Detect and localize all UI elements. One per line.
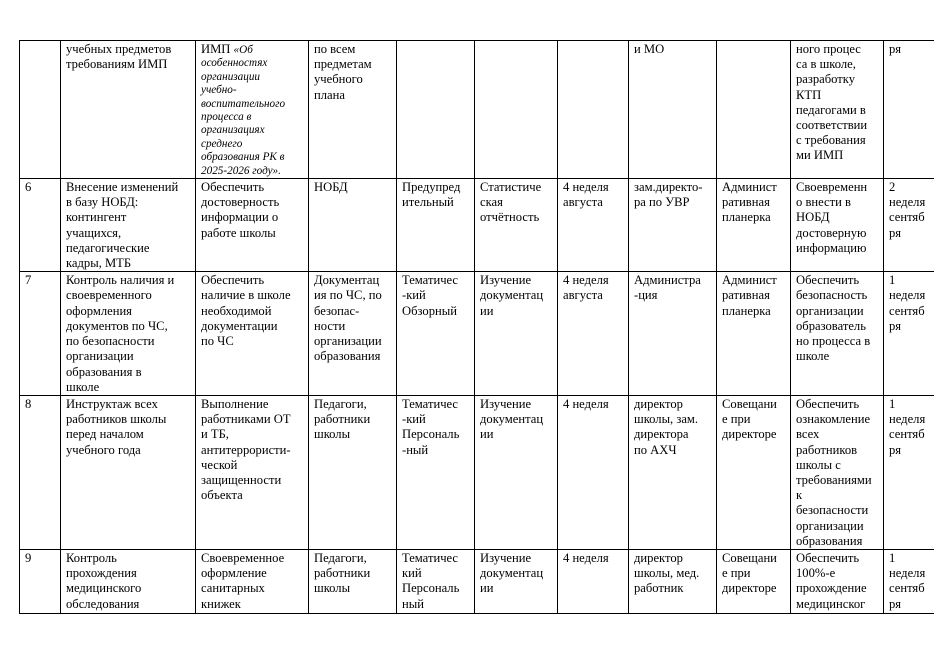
cell-line: о внести в xyxy=(796,195,851,210)
cell-line: процесса в xyxy=(201,111,252,124)
cell-line: ии xyxy=(480,303,494,318)
cell-line: в базу НОБД: xyxy=(66,195,139,210)
cell-line: и МО xyxy=(634,42,665,56)
cell-line: соответствии xyxy=(796,118,868,133)
cell-line: школе xyxy=(66,379,100,394)
topic-cell xyxy=(61,549,196,613)
cell-line: перед началом xyxy=(66,427,144,442)
review-cell xyxy=(717,272,791,396)
cell-line: -кий xyxy=(402,412,426,427)
cell-line: е при xyxy=(722,412,751,427)
cell-line: ми ИМП xyxy=(796,148,844,163)
cell-line: ности xyxy=(314,318,346,333)
cell-line: ии xyxy=(480,427,494,442)
cell-line: отчётность xyxy=(480,210,540,225)
cell-line: НОБД xyxy=(796,210,830,225)
cell-line: 4 неделя xyxy=(563,550,609,565)
topic-cell xyxy=(61,272,196,396)
cell-line: по АХЧ xyxy=(634,442,677,457)
row-number-cell xyxy=(20,41,61,179)
cell-line: -ный xyxy=(402,442,429,457)
review-cell xyxy=(717,179,791,272)
date-cell xyxy=(558,395,629,549)
cell-line: разработку xyxy=(796,72,856,87)
deadline-cell xyxy=(884,272,935,396)
cell-line: 4 неделя xyxy=(563,396,609,411)
cell-line: кадры, МТБ xyxy=(66,256,132,271)
cell-line: Статистиче xyxy=(480,180,542,195)
cell-line: по всем xyxy=(314,42,356,56)
cell-line: Совещани xyxy=(722,396,777,411)
cell-line: Обеспечить xyxy=(201,273,265,288)
cell-line: санитарных xyxy=(201,581,265,596)
cell-line: ративная xyxy=(722,195,770,210)
cell-line: планерка xyxy=(722,303,771,318)
cell-line: Изучение xyxy=(480,550,532,565)
date-cell xyxy=(558,179,629,272)
cell-line: требованиями xyxy=(796,472,872,487)
cell-line: КТП xyxy=(796,87,822,102)
cell-line: ря xyxy=(889,442,902,457)
cell-line: 2025-2026 году». xyxy=(201,164,281,177)
cell-line: прохождение xyxy=(796,581,867,596)
object-cell xyxy=(309,272,397,396)
cell-line: сентяб xyxy=(889,427,925,442)
cell-line: неделя xyxy=(889,566,926,581)
goal-cell xyxy=(196,272,309,396)
cell-line: организации xyxy=(796,518,864,533)
cell-line: кий xyxy=(402,566,422,581)
cell-line: ии xyxy=(480,581,494,596)
cell-line: директор xyxy=(634,550,683,565)
cell-line: Тематичес xyxy=(402,550,459,565)
row-number-cell: 6 xyxy=(20,179,61,272)
table-row xyxy=(20,395,935,549)
cell-line: своевременного xyxy=(66,288,152,303)
cell-line: ря xyxy=(889,42,902,56)
cell-line: -ция xyxy=(634,288,658,303)
cell-line: Предупред xyxy=(402,180,461,195)
cell-line: работники xyxy=(314,412,371,427)
cell-line: ознакомление xyxy=(796,412,871,427)
object-cell xyxy=(309,549,397,613)
cell-line: книжек xyxy=(201,596,241,611)
cell-line: документов по ЧС, xyxy=(66,318,168,333)
cell-line: документац xyxy=(480,288,544,303)
cell-line: образователь xyxy=(796,318,866,333)
decision-cell xyxy=(791,179,884,272)
cell-line: Педагоги, xyxy=(314,396,367,411)
cell-line: Документац xyxy=(314,273,380,288)
cell-line: работниками ОТ xyxy=(201,412,291,427)
cell-line: Администра xyxy=(634,273,701,288)
cell-line: ская xyxy=(480,195,503,210)
cell-line: Тематичес xyxy=(402,273,459,288)
cell-line: защищенности xyxy=(201,472,282,487)
cell-line: учебных предметов xyxy=(66,42,172,56)
cell-line: августа xyxy=(563,195,603,210)
goal-cell xyxy=(196,395,309,549)
responsible-cell xyxy=(629,395,717,549)
cell-line: организациях xyxy=(201,124,265,137)
cell-line: безопасности xyxy=(796,503,869,518)
decision-cell xyxy=(791,41,884,179)
cell-line: директора xyxy=(634,427,689,442)
cell-line: августа xyxy=(563,288,603,303)
topic-cell xyxy=(61,179,196,272)
cell-line: медицинского xyxy=(66,581,142,596)
type-cell xyxy=(397,549,475,613)
cell-line: особенностях xyxy=(201,57,268,70)
cell-line: объекта xyxy=(201,488,243,503)
type-cell xyxy=(397,179,475,272)
cell-line: образования РК в xyxy=(201,151,285,164)
cell-line: Админист xyxy=(722,180,777,195)
cell-line: неделя xyxy=(889,412,926,427)
cell-line: -кий xyxy=(402,288,426,303)
cell-line: Контроль xyxy=(66,550,117,565)
review-cell xyxy=(717,41,791,179)
cell-line: НОБД xyxy=(314,180,348,195)
cell-line: информацию xyxy=(796,240,867,255)
cell-line: предметам xyxy=(314,57,372,72)
cell-line: прохождения xyxy=(66,566,137,581)
cell-line: Выполнение xyxy=(201,396,269,411)
cell-line: среднего xyxy=(201,137,243,150)
review-cell xyxy=(717,549,791,613)
cell-line: работники xyxy=(314,566,371,581)
cell-line: Педагоги, xyxy=(314,550,367,565)
cell-line: 100%-е xyxy=(796,566,836,581)
decision-cell xyxy=(791,549,884,613)
type-cell xyxy=(397,272,475,396)
cell-line: обследования xyxy=(66,596,140,611)
date-cell xyxy=(558,549,629,613)
cell-line: документации xyxy=(201,318,278,333)
document-page xyxy=(19,40,934,625)
cell-line: директор xyxy=(634,396,683,411)
cell-line: Персональ xyxy=(402,427,460,442)
table-row xyxy=(20,272,935,396)
cell-line: зам.директо- xyxy=(634,180,703,195)
cell-line: медицинског xyxy=(796,596,866,611)
cell-line: по безопасности xyxy=(66,334,155,349)
cell-line: плана xyxy=(314,87,345,102)
cell-line: сентяб xyxy=(889,581,925,596)
table-row xyxy=(20,179,935,272)
cell-line: воспитательного xyxy=(201,97,286,110)
cell-line: Контроль наличия и xyxy=(66,273,175,288)
cell-line: документац xyxy=(480,566,544,581)
decision-cell xyxy=(791,272,884,396)
cell-text: ИМП xyxy=(201,42,234,56)
cell-line: антитеррористи- xyxy=(201,442,291,457)
cell-line: безопас- xyxy=(314,303,360,318)
method-cell xyxy=(475,272,558,396)
cell-line: и ТБ, xyxy=(201,427,229,442)
cell-line: учащихся, xyxy=(66,225,122,240)
cell-line: са в школе, xyxy=(796,57,856,72)
cell-line: организации xyxy=(796,303,864,318)
cell-line: 1 xyxy=(889,273,896,288)
responsible-cell xyxy=(629,179,717,272)
review-cell xyxy=(717,395,791,549)
cell-line: Изучение xyxy=(480,396,532,411)
row-number-cell: 8 xyxy=(20,395,61,549)
cell-line: Изучение xyxy=(480,273,532,288)
cell-line: 4 неделя xyxy=(563,273,609,288)
object-cell xyxy=(309,179,397,272)
topic-cell xyxy=(61,395,196,549)
cell-line: работников xyxy=(796,442,858,457)
cell-line: 1 xyxy=(889,550,896,565)
cell-line: ный xyxy=(402,596,424,611)
cell-line: неделя xyxy=(889,288,926,303)
cell-line: 2 xyxy=(889,180,896,195)
cell-line: учебного xyxy=(314,72,363,87)
cell-line: школы с xyxy=(796,457,841,472)
cell-line: всех xyxy=(796,427,820,442)
cell-line: школы, зам. xyxy=(634,412,699,427)
cell-line: Админист xyxy=(722,273,777,288)
cell-line: Совещани xyxy=(722,550,777,565)
cell-line: организации xyxy=(201,70,261,83)
type-cell xyxy=(397,41,475,179)
cell-line: педагогами в xyxy=(796,102,866,117)
cell-line: директоре xyxy=(722,427,777,442)
cell-line: к xyxy=(796,488,803,503)
cell-line: ительный xyxy=(402,195,454,210)
cell-line: организации xyxy=(66,349,134,364)
cell-line: Тематичес xyxy=(402,396,459,411)
cell-line: достоверную xyxy=(796,225,867,240)
cell-line: Обеспечить xyxy=(796,396,860,411)
cell-line: оформления xyxy=(66,303,132,318)
responsible-cell xyxy=(629,549,717,613)
responsible-cell xyxy=(629,41,717,179)
italic-title xyxy=(201,44,305,178)
cell-line: образования xyxy=(796,533,863,548)
cell-line: Обзорный xyxy=(402,303,457,318)
responsible-cell xyxy=(629,272,717,396)
method-cell xyxy=(475,395,558,549)
table-row xyxy=(20,549,935,613)
cell-line: ческой xyxy=(201,457,238,472)
cell-line: Инструктаж всех xyxy=(66,396,158,411)
cell-line: работников школы xyxy=(66,412,167,427)
cell-line: учебного года xyxy=(66,442,141,457)
cell-line: ря xyxy=(889,225,902,240)
cell-line: 1 xyxy=(889,396,896,411)
method-cell xyxy=(475,179,558,272)
row-number-cell: 7 xyxy=(20,272,61,396)
deadline-cell xyxy=(884,395,935,549)
cell-line: ря xyxy=(889,596,902,611)
cell-line: ративная xyxy=(722,288,770,303)
cell-line: учебно- xyxy=(201,84,237,97)
cell-line: требованиям ИМП xyxy=(66,57,168,72)
cell-line: сентяб xyxy=(889,303,925,318)
cell-line: сентяб xyxy=(889,210,925,225)
cell-line: работник xyxy=(634,581,684,596)
decision-cell xyxy=(791,395,884,549)
cell-line: школы xyxy=(314,581,351,596)
cell-line: директоре xyxy=(722,581,777,596)
cell-line: школы, мед. xyxy=(634,566,700,581)
cell-line: Обеспечить xyxy=(796,550,860,565)
cell-line: Персональ xyxy=(402,581,460,596)
object-cell xyxy=(309,395,397,549)
cell-line: ия по ЧС, по xyxy=(314,288,382,303)
cell-line: ного процес xyxy=(796,42,861,56)
cell-line: Обеспечить xyxy=(796,273,860,288)
goal-cell xyxy=(196,549,309,613)
cell-line: с требования xyxy=(796,133,866,148)
deadline-cell xyxy=(884,41,935,179)
cell-line: необходимой xyxy=(201,303,272,318)
cell-line: оформление xyxy=(201,566,267,581)
row-number-cell: 9 xyxy=(20,549,61,613)
cell-line: безопасность xyxy=(796,288,868,303)
table-row xyxy=(20,41,935,179)
cell-line: Внесение изменений xyxy=(66,180,179,195)
cell-line: работе школы xyxy=(201,225,276,240)
cell-line: организации xyxy=(314,334,382,349)
cell-line: контингент xyxy=(66,210,127,225)
cell-line: информации о xyxy=(201,210,279,225)
goal-cell xyxy=(196,41,309,179)
plan-table xyxy=(19,40,934,614)
cell-line: Обеспечить xyxy=(201,180,265,195)
cell-line: 4 неделя xyxy=(563,180,609,195)
cell-line: неделя xyxy=(889,195,926,210)
cell-line: ря xyxy=(889,318,902,333)
cell-line: «Об xyxy=(233,44,253,56)
cell-line: документац xyxy=(480,412,544,427)
cell-line: но процесса в xyxy=(796,334,871,349)
method-cell xyxy=(475,549,558,613)
cell-line: школе xyxy=(796,349,830,364)
method-cell xyxy=(475,41,558,179)
cell-line: достоверность xyxy=(201,195,280,210)
cell-line: наличие в школе xyxy=(201,288,291,303)
cell-line: образования в xyxy=(66,364,142,379)
cell-line: планерка xyxy=(722,210,771,225)
cell-line: ра по УВР xyxy=(634,195,690,210)
type-cell xyxy=(397,395,475,549)
cell-line: Своевременн xyxy=(796,180,868,195)
cell-line: педагогические xyxy=(66,240,150,255)
cell-line: образования xyxy=(314,349,381,364)
goal-cell xyxy=(196,179,309,272)
cell-line: е при xyxy=(722,566,751,581)
deadline-cell xyxy=(884,549,935,613)
cell-line: школы xyxy=(314,427,351,442)
deadline-cell xyxy=(884,179,935,272)
date-cell xyxy=(558,41,629,179)
date-cell xyxy=(558,272,629,396)
cell-line: по ЧС xyxy=(201,334,234,349)
object-cell xyxy=(309,41,397,179)
topic-cell xyxy=(61,41,196,179)
cell-line: Своевременное xyxy=(201,550,285,565)
